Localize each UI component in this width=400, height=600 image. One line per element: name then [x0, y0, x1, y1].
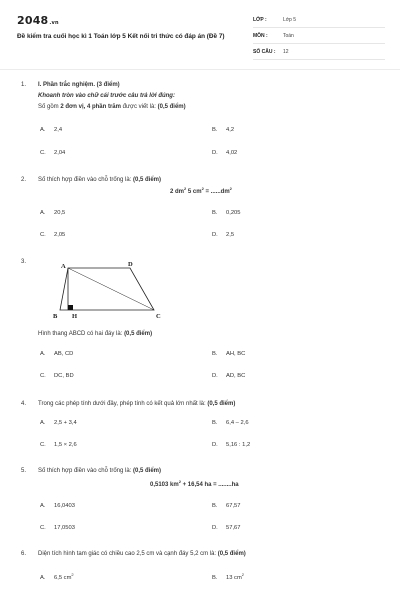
- option-letter: D.: [212, 232, 218, 238]
- option-text: 2,5 + 3,4: [54, 420, 77, 426]
- option-a[interactable]: [40, 351, 73, 357]
- label-h: H: [72, 313, 78, 320]
- eq-sup: 2: [229, 186, 232, 191]
- option-text: 2,5: [226, 232, 235, 238]
- meta-subject: [253, 30, 385, 44]
- option-letter: B.: [212, 210, 218, 216]
- option-b[interactable]: [212, 210, 241, 216]
- meta-count: [253, 46, 385, 60]
- option-letter: B.: [212, 575, 218, 581]
- option-letter: C.: [40, 525, 46, 531]
- label-c: C: [156, 313, 161, 320]
- option-b[interactable]: [212, 572, 245, 581]
- option-text: 17,0503: [54, 525, 75, 531]
- question-number: 2.: [21, 177, 27, 183]
- question-stem: [38, 177, 161, 183]
- stem-text: Hình thang ABCD có hai đáy là:: [38, 331, 125, 337]
- trapezoid-shape: [60, 268, 154, 310]
- eq-part: = ......dm: [203, 189, 230, 195]
- option-text: 4,2: [226, 127, 235, 133]
- meta-value: Lớp 5: [283, 17, 297, 23]
- option-c[interactable]: [40, 525, 75, 531]
- meta-class: [253, 14, 385, 28]
- option-text: 5,16 : 1,2: [226, 442, 251, 448]
- stem-text: Diện tích hình tam giác có chiều cao 2,5 cm và cạnh đáy 5,2 cm là:: [38, 551, 218, 557]
- option-text: DC, BD: [54, 373, 74, 379]
- option-a[interactable]: [40, 572, 74, 581]
- option-letter: B.: [212, 503, 218, 509]
- question-stem: [38, 468, 161, 474]
- option-letter: D.: [212, 373, 218, 379]
- option-text: AH, BC: [226, 351, 246, 357]
- option-text: 67,57: [226, 503, 241, 509]
- stem-text: được viết là:: [120, 104, 158, 110]
- option-a[interactable]: [40, 420, 77, 426]
- option-d[interactable]: [212, 525, 241, 531]
- option-b[interactable]: [212, 127, 234, 133]
- option-b[interactable]: [212, 503, 241, 509]
- option-text: 0,205: [226, 210, 241, 216]
- option-letter: A.: [40, 575, 46, 581]
- meta-label: LỚP :: [253, 17, 267, 23]
- meta-label: SỐ CÂU :: [253, 49, 276, 55]
- stem-text: Số thích hợp điền vào chỗ trống là:: [38, 468, 133, 474]
- option-letter: C.: [40, 373, 46, 379]
- option-text: 2,05: [54, 232, 66, 238]
- eq-part: 0,5103 km: [150, 482, 179, 488]
- option-letter: A.: [40, 351, 46, 357]
- question-number: 3.: [21, 259, 27, 265]
- label-a: A: [61, 263, 66, 270]
- option-letter: C.: [40, 150, 46, 156]
- section-title: I. Phần trắc nghiệm. (3 điểm): [38, 82, 120, 88]
- option-d[interactable]: [212, 232, 234, 238]
- option-a[interactable]: [40, 127, 62, 133]
- question-stem: [38, 104, 186, 110]
- points: (0,5 điểm): [157, 104, 186, 110]
- option-letter: A.: [40, 503, 46, 509]
- stem-text: Trong các phép tính dưới đây, phép tính có kết quả lớn nhất là:: [38, 401, 208, 407]
- question-number: 4.: [21, 401, 27, 407]
- question-number: 1.: [21, 82, 27, 88]
- stem-bold: 2 đơn vị, 4 phần trăm: [60, 104, 121, 110]
- question-stem: [38, 551, 246, 557]
- meta-value: Toán: [283, 33, 294, 39]
- eq-sup: 2: [178, 479, 181, 484]
- option-letter: A.: [40, 420, 46, 426]
- option-text: 20,5: [54, 210, 66, 216]
- eq-part: 2 dm: [170, 189, 185, 195]
- points: (0,5 điểm): [217, 551, 246, 557]
- option-text: 6,5 cm: [54, 575, 72, 581]
- question-number: 5.: [21, 468, 27, 474]
- label-d: D: [128, 261, 133, 268]
- instruction: Khoanh tròn vào chữ cái trước câu trả lời đúng:: [38, 93, 175, 99]
- diagonal-line: [68, 268, 154, 310]
- eq-sup: 2: [184, 186, 187, 191]
- option-text: 13 cm: [226, 575, 242, 581]
- option-text: 1,5 × 2,6: [54, 442, 77, 448]
- option-text: AD, BC: [226, 373, 246, 379]
- right-angle-mark: [68, 305, 73, 310]
- equation: [170, 186, 232, 195]
- equation: [150, 479, 239, 488]
- option-b[interactable]: [212, 351, 245, 357]
- site-logo[interactable]: [17, 14, 59, 27]
- option-letter: B.: [212, 351, 218, 357]
- option-b[interactable]: [212, 420, 249, 426]
- stem-text: Số gồm: [38, 104, 61, 110]
- eq-part: 5 cm: [186, 189, 202, 195]
- option-letter: C.: [40, 232, 46, 238]
- option-c[interactable]: [40, 373, 74, 379]
- points: (0,5 điểm): [124, 331, 153, 337]
- question-number: 6.: [21, 551, 27, 557]
- stem-text: Số thích hợp điền vào chỗ trống là:: [38, 177, 133, 183]
- option-d[interactable]: [212, 150, 237, 156]
- option-c[interactable]: [40, 150, 65, 156]
- option-sup: 2: [71, 572, 74, 578]
- option-letter: C.: [40, 442, 46, 448]
- option-text: 4,02: [226, 150, 238, 156]
- option-text: 2,04: [54, 150, 66, 156]
- meta-value: 12: [283, 49, 289, 55]
- option-a[interactable]: [40, 210, 65, 216]
- option-d[interactable]: [212, 442, 250, 448]
- option-letter: A.: [40, 127, 46, 133]
- option-sup: 2: [241, 572, 245, 578]
- option-d[interactable]: [212, 373, 245, 379]
- trapezoid-figure: [50, 258, 170, 328]
- points: (0,5 điểm): [133, 177, 162, 183]
- eq-part: + 16,54 ha = ........ha: [180, 482, 239, 488]
- option-text: AB, CD: [54, 351, 74, 357]
- question-stem: [38, 401, 235, 407]
- option-c[interactable]: [40, 232, 65, 238]
- option-a[interactable]: [40, 503, 75, 509]
- points: (0,5 điểm): [133, 468, 162, 474]
- option-letter: D.: [212, 525, 218, 531]
- eq-sup: 2: [201, 186, 204, 191]
- option-letter: D.: [212, 150, 218, 156]
- question-stem: [38, 331, 152, 337]
- document-title: Đề kiểm tra cuối học kì 1 Toán lớp 5 Kết nối tri thức có đáp án (Đề 7): [17, 33, 225, 40]
- logo-suffix: .vn: [49, 20, 59, 26]
- header-divider: [0, 69, 400, 70]
- option-text: 16,0403: [54, 503, 75, 509]
- option-text: 2,4: [54, 127, 63, 133]
- option-letter: B.: [212, 420, 218, 426]
- option-letter: B.: [212, 127, 218, 133]
- logo-text: 2048: [17, 14, 49, 27]
- meta-label: MÔN :: [253, 33, 268, 39]
- option-text: 57,67: [226, 525, 241, 531]
- option-text: 6,4 – 2,6: [226, 420, 249, 426]
- option-c[interactable]: [40, 442, 77, 448]
- option-letter: A.: [40, 210, 46, 216]
- option-letter: D.: [212, 442, 218, 448]
- points: (0,5 điểm): [207, 401, 236, 407]
- label-b: B: [53, 313, 58, 320]
